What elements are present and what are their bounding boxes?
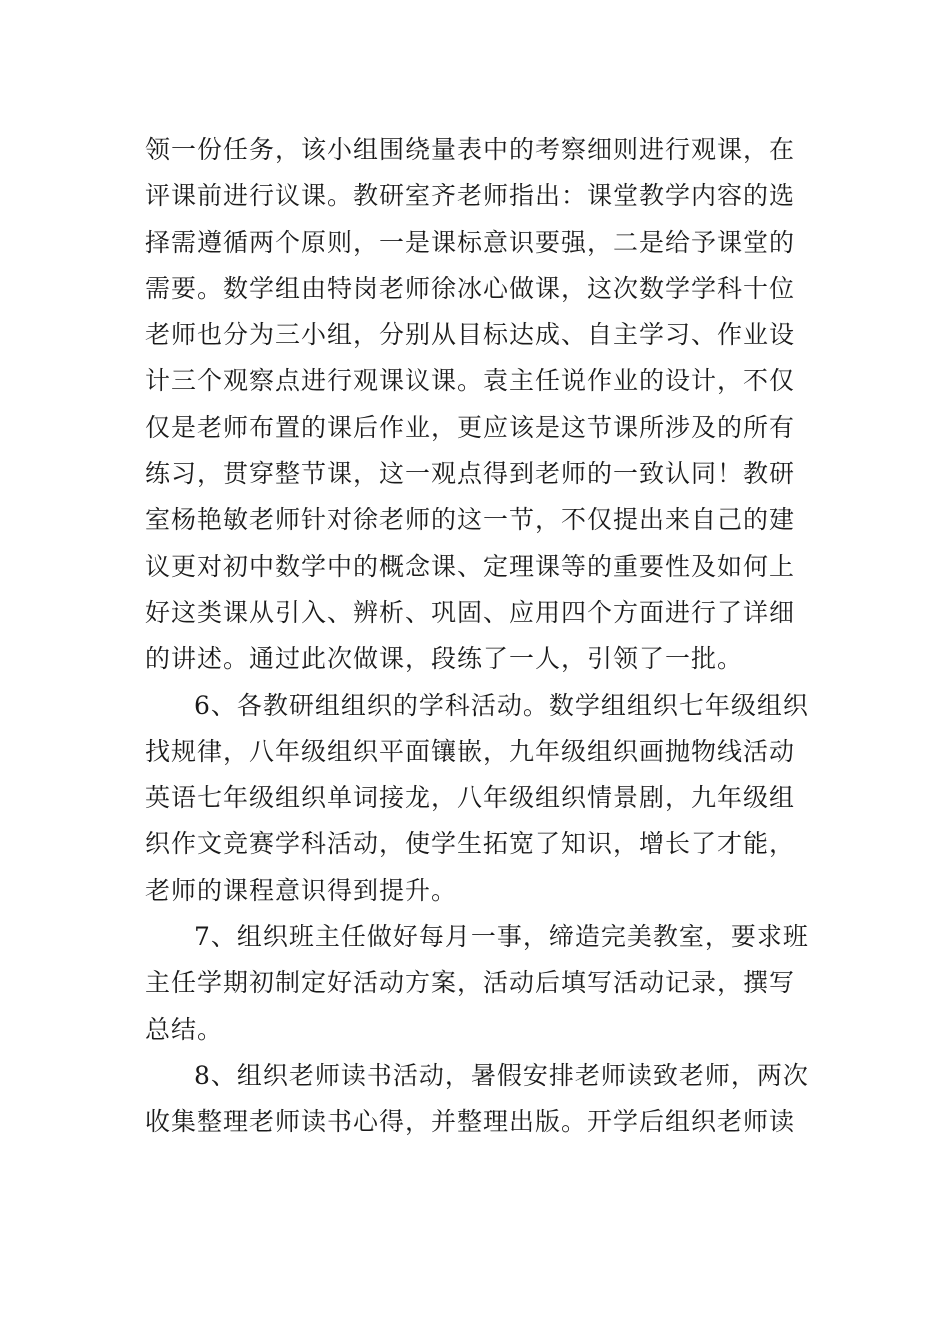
text-line: 领一份任务，该小组围绕量表中的考察细则进行观课，在 [145, 135, 796, 164]
paragraph-start-line: 6、各教研组组织的学科活动。数学组组织七年级组织 [194, 690, 809, 720]
text-line: 找规律，八年级组织平面镶嵌，九年级组织画抛物线活动 [145, 736, 796, 766]
text-line: 仅是老师布置的课后作业，更应该是这节课所涉及的所有 [145, 412, 796, 442]
text-line: 老师也分为三小组，分别从目标达成、自主学习、作业设 [145, 320, 796, 350]
text-line: 练习，贯穿整节课，这一观点得到老师的一致认同！教研 [145, 459, 796, 489]
paragraph-start-line: 8、组织老师读书活动，暑假安排老师读致老师，两次 [194, 1060, 809, 1090]
text-line: 评课前进行议课。教研室齐老师指出：课堂教学内容的选 [145, 181, 796, 211]
text-line: 主任学期初制定好活动方案，活动后填写活动记录，撰写 [145, 968, 796, 998]
text-line: 计三个观察点进行观课议课。袁主任说作业的设计，不仅 [145, 366, 796, 396]
text-line: 择需遵循两个原则，一是课标意识要强，二是给予课堂的 [145, 227, 796, 257]
text-line: 收集整理老师读书心得，并整理出版。开学后组织老师读 [145, 1107, 796, 1137]
text-line: 英语七年级组织单词接龙，八年级组织情景剧，九年级组 [145, 783, 796, 813]
text-line: 织作文竞赛学科活动，使学生拓宽了知识，增长了才能， [145, 829, 796, 859]
text-line: 总结。 [145, 1014, 224, 1044]
text-line: 议更对初中数学中的概念课、定理课等的重要性及如何上 [145, 551, 796, 581]
text-line: 室杨艳敏老师针对徐老师的这一节，不仅提出来自己的建 [145, 505, 796, 535]
text-line: 老师的课程意识得到提升。 [145, 875, 458, 905]
text-line: 需要。数学组由特岗老师徐冰心做课，这次数学学科十位 [145, 273, 796, 303]
body-text [145, 127, 807, 1146]
paragraph-start-line: 7、组织班主任做好每月一事，缔造完美教室，要求班 [194, 922, 809, 952]
text-line: 的讲述。通过此次做课，段练了一人，引领了一批。 [145, 644, 744, 674]
text-line: 好这类课从引入、辨析、巩固、应用四个方面进行了详细 [145, 597, 796, 627]
